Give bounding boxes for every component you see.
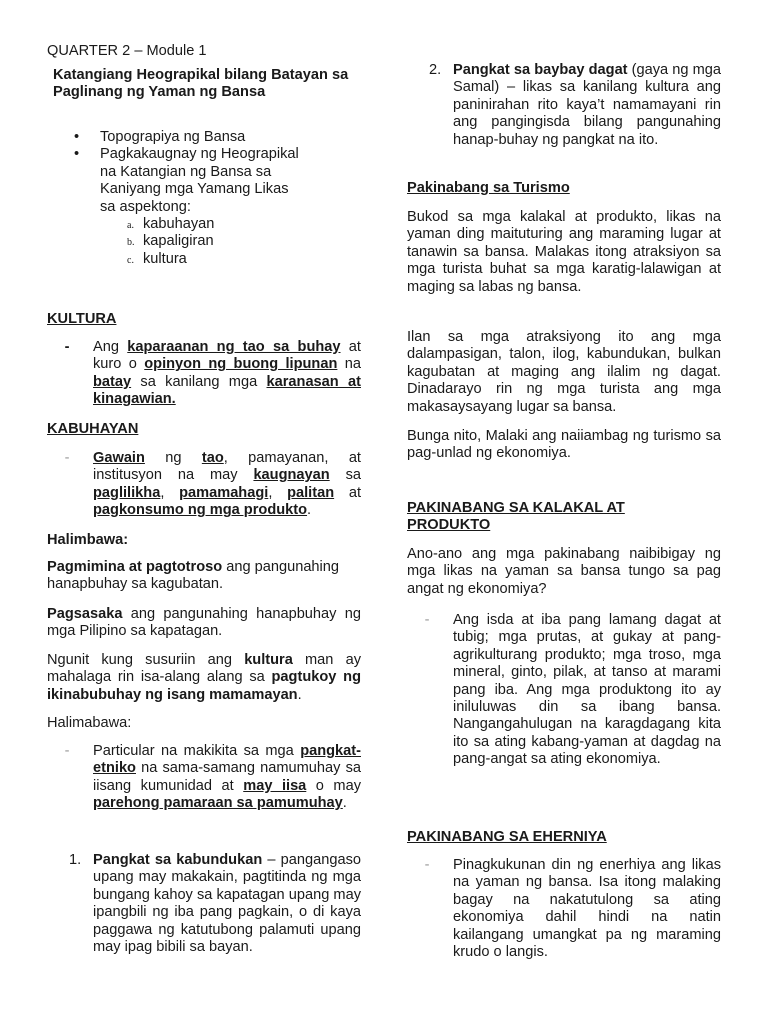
bullet-marker: •: [74, 129, 80, 145]
kultura-definition: - Ang kaparaanan ng tao sa buhay at kuro o opinyon ng buong lipunan na batay sa kanilang mga karanasan at kinagawian.: [47, 339, 361, 409]
pangkat-etniko-note: - Particular na makikita sa mga pangkat-etniko na sama-samang namumuhay sa iisang kumunidad at may iisa o may parehong pamaraan sa pamumuhay.: [47, 743, 361, 813]
dash-marker: -: [64, 743, 70, 759]
list-item: • Pagkakaugnay ng Heograpikal na Katangian ng Bansa sa Kaniyang mga Yamang Likas sa aspektong:: [74, 146, 299, 215]
list-item: a. kabuhayan: [127, 216, 215, 233]
section-heading-turismo: Pakinabang sa Turismo: [407, 180, 570, 196]
halimbawa-label: Halimbawa:: [47, 532, 129, 548]
numbered-item: 1. Pangkat sa kabundukan – pangangaso upang may makakain, pagtitinda ng mga bungang kahoy sa kapatagan upang may ipangbili ng iba pang pagkain, o di kaya paggawa ng katutubong palamuti upang may ipag bibili sa bayan.: [69, 852, 361, 956]
list-item: b. kapaligiran: [127, 233, 214, 250]
section-heading-kabuhayan: KABUHAYAN: [47, 421, 139, 437]
paragraph: Bukod sa mga kalakal at produkto, likas na yaman ding maituturing ang maraming lugar at tanawin sa bansa. Malakas itong atraksiyon sa mga turista buhat sa mga karatig-lalawigan at maging sa labas ng bansa.: [407, 209, 721, 295]
halimabawa-label: Halimabawa:: [47, 715, 132, 731]
page-title: Katangiang Heograpikal bilang Batayan sa Paglinang ng Yaman ng Bansa: [53, 67, 349, 101]
section-heading-kultura: KULTURA: [47, 311, 117, 327]
list-item: c. kultura: [127, 250, 187, 267]
paragraph: Ano-ano ang mga pakinabang naibibigay ng mga likas na yaman sa bansa tungo sa pag angat ng ekonomiya?: [407, 546, 721, 597]
paragraph: Pagmimina at pagtotroso ang pangunahing hanapbuhay sa kagubatan.: [47, 559, 340, 593]
paragraph: Ilan sa mga atraksiyong ito ang mga dalampasigan, talon, ilog, kabundukan, bulkan kagubatan at maging ang ilalim ng dagat. Dinadarayo rin ng mga turista ang mga makasaysayang lugar sa bansa.: [407, 329, 721, 415]
section-heading-enerhiya: PAKINABANG SA EHERNIYA: [407, 829, 607, 845]
enerhiya-item: - Pinagkukunan din ng enerhiya ang likas na yaman ng bansa. Isa itong malaking bagay na nakatutulong sa ating ekonomiya dahil hindi na natin kailangang umangkat pa ng maraming krudo o langis.: [407, 857, 721, 961]
paragraph: Bunga nito, Malaki ang naiiambag ng turismo sa pag-unlad ng ekonomiya.: [407, 428, 721, 462]
kabuhayan-definition: - Gawain ng tao, pamayanan, at institusyon na may kaugnayan sa paglilikha, pamamahagi, palitan at pagkonsumo ng mga produkto.: [47, 450, 361, 520]
dash-marker: -: [424, 857, 430, 873]
dash-marker: -: [64, 339, 70, 355]
paragraph: Ngunit kung susuriin ang kultura man ay mahalaga rin isa-alang alang sa pagtukoy ng ikinabubuhay ng isang mamamayan.: [47, 652, 362, 703]
section-heading-kalakal: PAKINABANG SA KALAKAL AT PRODUKTO: [407, 500, 625, 534]
bullet-marker: •: [74, 146, 80, 163]
kalakal-item: - Ang isda at iba pang lamang dagat at tubig; mga prutas, at gukay at pang-agrikulturang produkto; mga troso, mga mineral, ginto, pilak, at tanso at marami pang iba. Ang mga produktong ito ay iniluluwas din sa ibang bansa. Nangangahulugan na karagdagang kita ito sa ating kabang-yaman at dagdag na pang-angat sa ating ekonomiya.: [407, 612, 721, 769]
quarter-label: QUARTER 2 – Module 1: [47, 43, 207, 59]
numbered-item: 2. Pangkat sa baybay dagat (gaya ng mga Samal) – likas sa kanilang kultura ang paninirahan rito kaya’t namamayani rin ang pangingisda bilang pangunahing hanap-buhay ng pangkat na ito.: [429, 62, 721, 148]
outline-list: [47, 129, 361, 268]
list-item: • Topograpiya ng Bansa: [74, 129, 246, 145]
dash-marker: -: [424, 612, 430, 628]
paragraph: Pagsasaka ang pangunahing hanapbuhay ng mga Pilipino sa kapatagan.: [47, 606, 361, 640]
dash-marker: -: [64, 450, 70, 466]
